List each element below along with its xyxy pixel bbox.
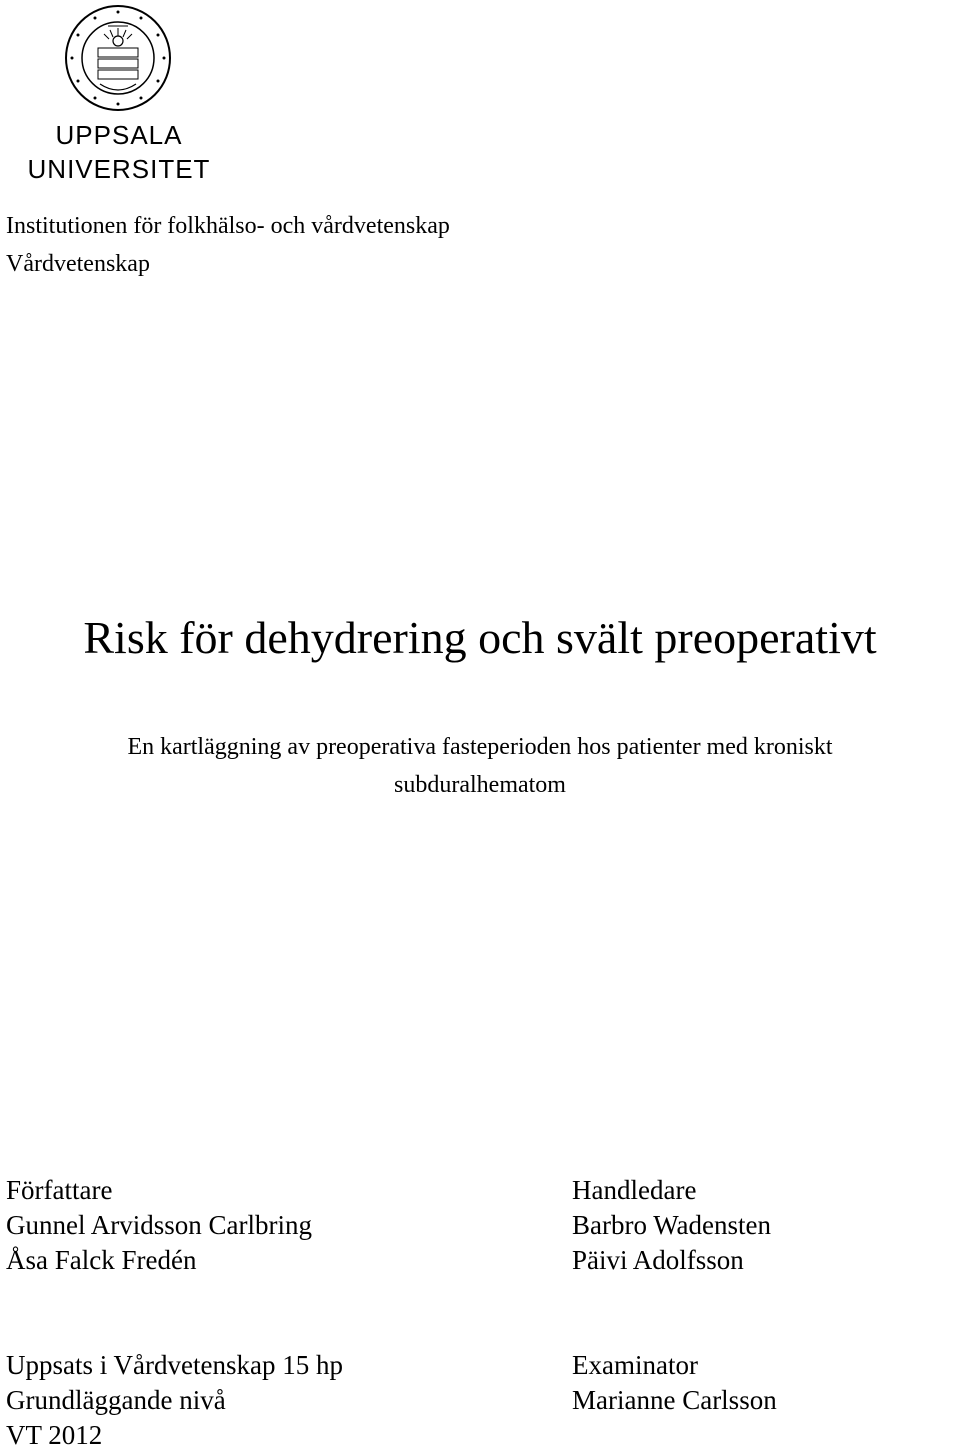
supervisors-block xyxy=(572,1173,771,1278)
thesis-subtitle xyxy=(30,728,930,804)
supervisor-name: Barbro Wadensten xyxy=(572,1210,772,1240)
course-line: Grundläggande nivå xyxy=(6,1385,226,1415)
authors-heading: Författare xyxy=(6,1175,113,1205)
department-block xyxy=(6,207,450,283)
university-wordmark xyxy=(26,118,212,184)
subtitle-line: subduralhematom xyxy=(394,772,566,798)
author-name: Gunnel Arvidsson Carlbring xyxy=(6,1210,312,1240)
examiner-name: Marianne Carlsson xyxy=(572,1385,777,1415)
department-line: Vårdvetenskap xyxy=(6,251,150,277)
wordmark-line-2: UNIVERSITET xyxy=(27,154,211,184)
thesis-title: Risk för dehydrering och svält preoperativt xyxy=(83,612,877,663)
supervisors-heading: Handledare xyxy=(572,1175,697,1205)
department-line: Institutionen för folkhälso- och vårdvetenskap xyxy=(6,213,450,239)
supervisor-name: Päivi Adolfsson xyxy=(572,1245,744,1275)
examiner-heading: Examinator xyxy=(572,1350,698,1380)
course-block xyxy=(6,1348,343,1453)
university-seal-icon xyxy=(64,4,172,112)
course-line: VT 2012 xyxy=(6,1420,103,1450)
authors-block xyxy=(6,1173,312,1278)
course-line: Uppsats i Vårdvetenskap 15 hp xyxy=(6,1350,343,1380)
wordmark-line-1: UPPSALA xyxy=(55,120,183,150)
examiner-block xyxy=(572,1348,777,1418)
university-logo xyxy=(26,4,212,184)
subtitle-line: En kartläggning av preoperativa fasteperioden hos patienter med kroniskt xyxy=(127,734,833,760)
author-name: Åsa Falck Fredén xyxy=(6,1245,197,1275)
